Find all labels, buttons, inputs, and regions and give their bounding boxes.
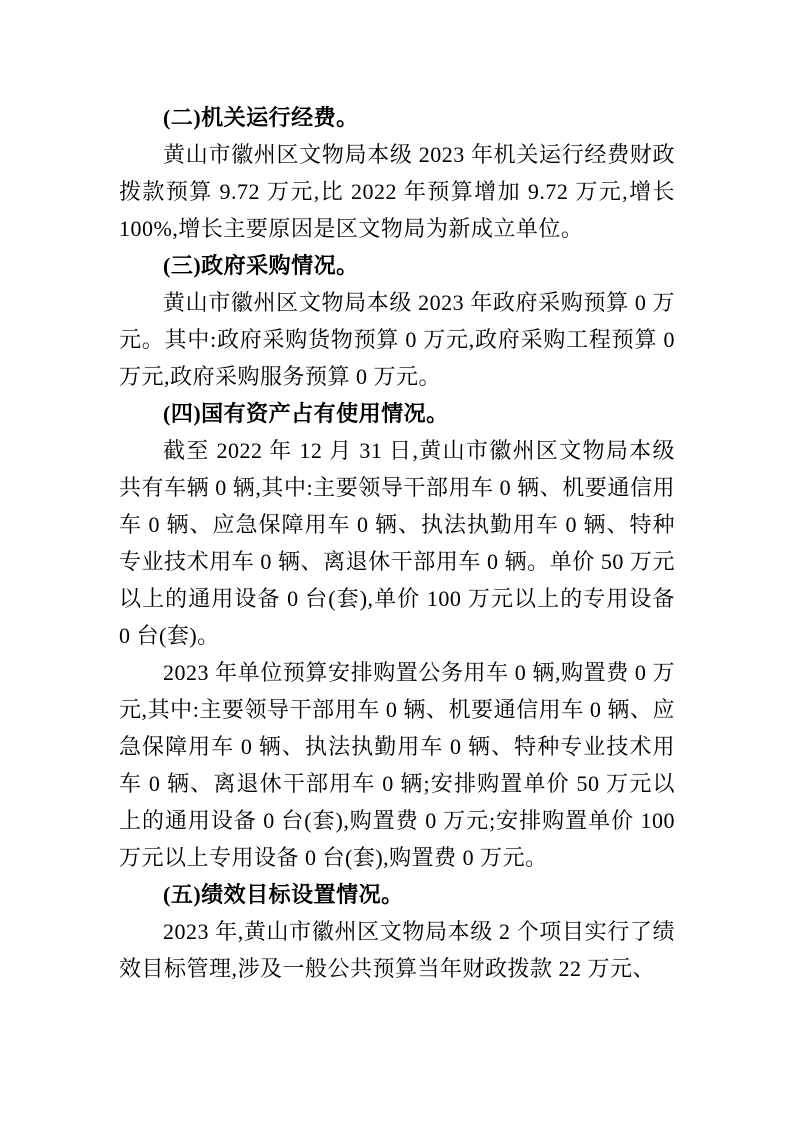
para-state-owned-assets-current: 截至 2022 年 12 月 31 日,黄山市徽州区文物局本级共有车辆 0 辆,其中:主要领导干部用车 0 辆、机要通信用车 0 辆、应急保障用车 0 辆、执法执勤用车 0 辆、特种专业技术用车 0 辆、离退休干部用车 0 辆。单价 50 万元以上的通用设备 0 台(套),单价 100 万元以上的专用设备 0 台(套)。	[119, 438, 675, 648]
para-performance-targets: 2023 年,黄山市徽州区文物局本级 2 个项目实行了绩效目标管理,涉及一般公共预算当年财政拨款 22 万元、	[119, 919, 675, 981]
para-state-owned-assets-2023-budget: 2023 年单位预算安排购置公务用车 0 辆,购置费 0 万元,其中:主要领导干部用车 0 辆、机要通信用车 0 辆、应急保障用车 0 辆、执法执勤用车 0 辆、特种专业技术用车 0 辆、离退休干部用车 0 辆;安排购置单价 50 万元以上的通用设备 0 台(套),购置费 0 万元;安排购置单价 100 万元以上专用设备 0 台(套),购置费 0 万元。	[119, 660, 675, 870]
para-agency-operating-expenses: 黄山市徽州区文物局本级 2023 年机关运行经费财政拨款预算 9.72 万元,比 2022 年预算增加 9.72 万元,增长 100%,增长主要原因是区文物局为新成立单位。	[119, 142, 675, 241]
heading-government-procurement: (三)政府采购情况。	[163, 253, 359, 278]
heading-performance-targets: (五)绩效目标设置情况。	[163, 882, 404, 907]
para-government-procurement: 黄山市徽州区文物局本级 2023 年政府采购预算 0 万元。其中:政府采购货物预算 0 万元,政府采购工程预算 0 万元,政府采购服务预算 0 万元。	[119, 290, 675, 389]
heading-agency-operating-expenses: (二)机关运行经费。	[163, 105, 359, 130]
heading-state-owned-assets: (四)国有资产占有使用情况。	[163, 401, 449, 426]
document-body	[119, 99, 675, 987]
